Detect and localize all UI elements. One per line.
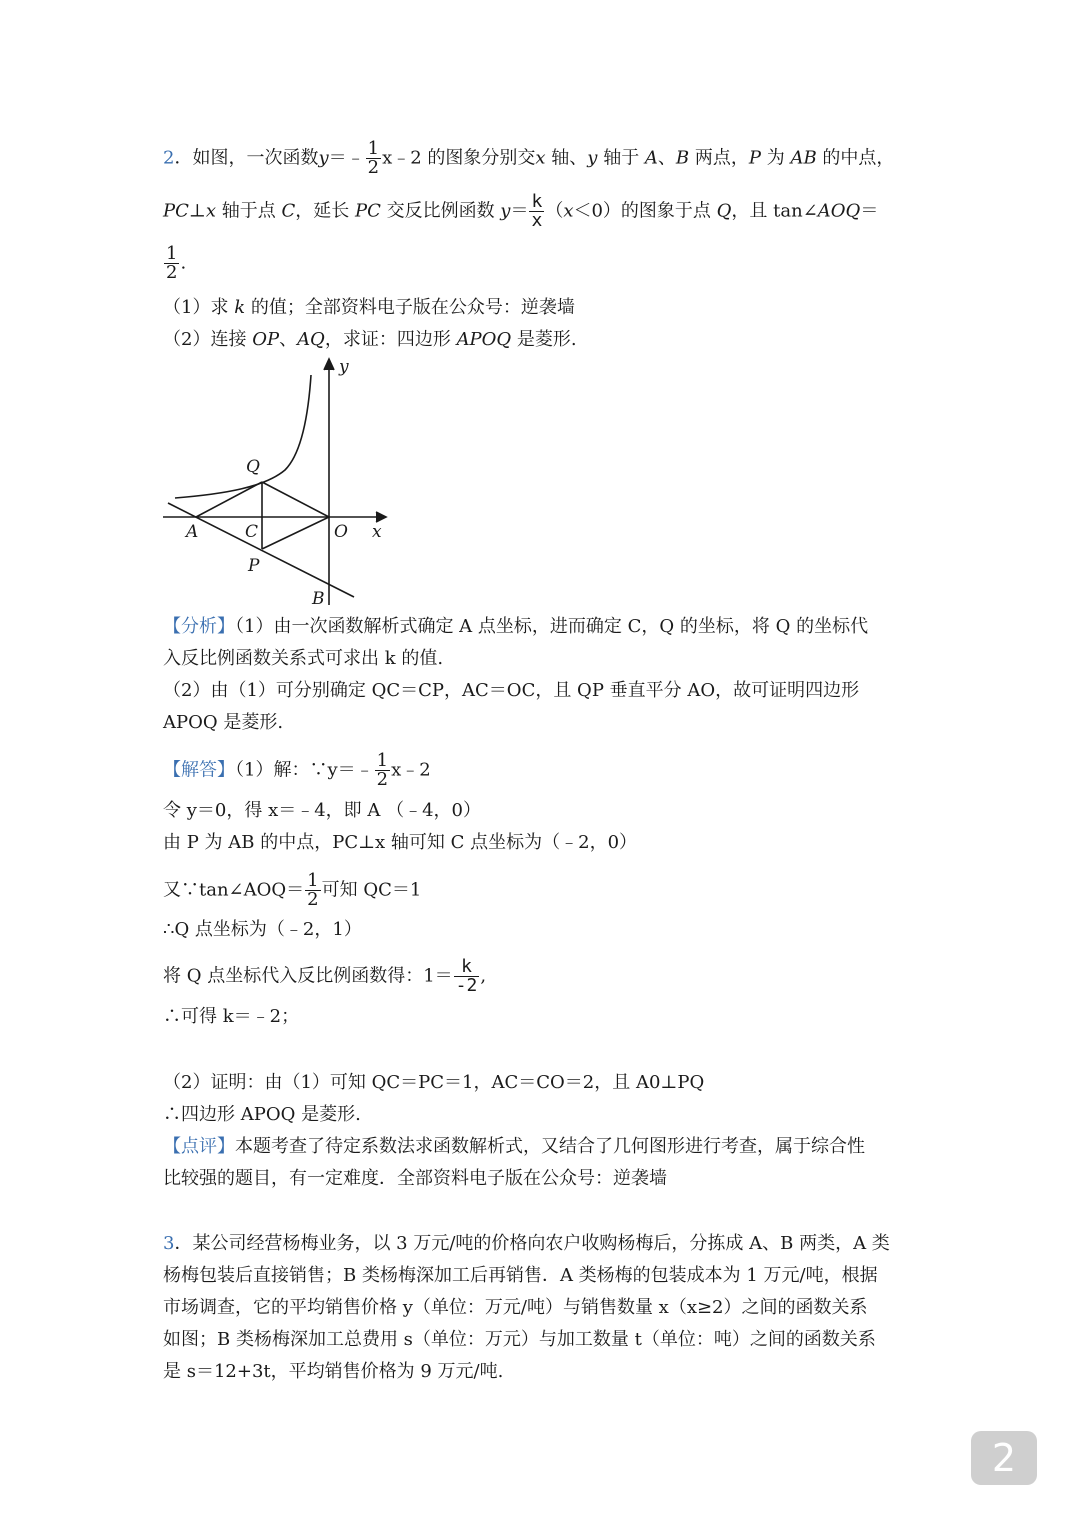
problem2-line1: 2．如图，一次函数y＝﹣ $\frac{1}{2}$ x﹣2 的图象分别交x 轴、y 轴于 A、B 两点，P 为 AB 的中点， <box>163 138 895 178</box>
problem-number: 2 <box>163 147 175 169</box>
label-q: Q <box>246 457 260 477</box>
label-b: B <box>312 589 325 609</box>
comment-tag: 【点评】 <box>163 1136 235 1157</box>
problem3-line1: 3．某公司经营杨梅业务，以 3 万元/吨的价格向农户收购杨梅后，分拣成 A、B 两类，A 类 <box>163 1233 890 1254</box>
fraction-half: $\frac{1}{2}$ <box>166 243 178 283</box>
solution-line6: 将 Q 点坐标代入反比例函数得：1＝ $\frac{k}{-2}$ , <box>163 956 487 996</box>
hyperbola-curve <box>175 375 311 498</box>
label-p: P <box>248 556 260 576</box>
page-number-badge: 2 <box>971 1431 1037 1485</box>
problem3-line3: 市场调查，它的平均销售价格 y（单位：万元/吨）与销售数量 x（x≥2）之间的函数关系 <box>163 1297 868 1318</box>
label-o: O <box>334 522 348 542</box>
segment-op <box>262 517 329 549</box>
solution-line1: 【解答】（1）解：∵y＝﹣ $\frac{1}{2}$ x﹣2 <box>163 750 431 790</box>
label-a: A <box>186 522 199 542</box>
solution-tag: 【解答】 <box>163 759 235 781</box>
comment-line1: 【点评】本题考查了待定系数法求函数解析式，又结合了几何图形进行考查，属于综合性 <box>163 1136 865 1157</box>
solution-line5: ∴Q 点坐标为（﹣2，1） <box>163 919 362 940</box>
fraction-k-over-minus2: $\frac{k}{-2}$ <box>455 956 478 996</box>
geometry-figure <box>155 355 400 610</box>
analysis-line3: （2）由（1）可分别确定 QC＝CP，AC＝OC，且 QP 垂直平分 AO，故可证明四边形 <box>163 680 860 701</box>
fraction-half: $\frac{1}{2}$ <box>376 750 389 790</box>
analysis-line4: APOQ 是菱形. <box>163 712 284 733</box>
solution-line7: ∴可得 k＝﹣2； <box>163 1006 300 1027</box>
problem3-line2: 杨梅包装后直接销售；B 类杨梅深加工后再销售．A 类杨梅的包装成本为 1 万元/吨，根据 <box>163 1265 878 1286</box>
problem3-line4: 如图；B 类杨梅深加工总费用 s（单位：万元）与加工数量 t（单位：吨）之间的函数关系 <box>163 1329 876 1350</box>
label-c: C <box>245 522 259 542</box>
comment-line2: 比较强的题目，有一定难度．全部资料电子版在公众号：逆袭墙 <box>163 1168 667 1189</box>
problem2-line3: $\frac{1}{2}$ . <box>166 243 187 283</box>
solution-line9: ∴四边形 APOQ 是菱形. <box>163 1104 361 1125</box>
fraction-half: $\frac{1}{2}$ <box>367 138 380 178</box>
segment-qo <box>262 482 329 517</box>
solution-line2: 令 y＝0，得 x＝﹣4，即 A （﹣4，0） <box>163 800 482 821</box>
y-axis-arrow <box>324 359 334 370</box>
analysis-line1: 【分析】（1）由一次函数解析式确定 A 点坐标，进而确定 C，Q 的坐标，将 Q 的坐标代 <box>163 616 869 637</box>
problem2-line2: PC⊥x 轴于点 C，延长 PC 交反比例函数 y＝ $\frac{k}{x}$ （x＜0）的图象于点 Q，且 tan∠AOQ＝ <box>163 191 879 231</box>
problem3-line5: 是 s＝12+3t，平均销售价格为 9 万元/吨. <box>163 1361 504 1382</box>
solution-line3: 由 P 为 AB 的中点，PC⊥x 轴可知 C 点坐标为（﹣2，0） <box>163 832 638 853</box>
label-x: x <box>372 522 382 542</box>
label-y: y <box>339 357 349 377</box>
fraction-half: $\frac{1}{2}$ <box>307 870 319 910</box>
x-axis-arrow <box>376 512 386 522</box>
segment-aq <box>196 482 262 517</box>
solution-line4: 又∵tan∠AOQ＝ $\frac{1}{2}$ 可知 QC＝1 <box>163 870 422 910</box>
fraction-k-over-x: $\frac{k}{x}$ <box>531 191 543 231</box>
analysis-tag: 【分析】 <box>163 616 235 637</box>
question-2: （2）连接 OP、AQ，求证：四边形 APOQ 是菱形. <box>163 329 577 350</box>
solution-line8: （2）证明：由（1）可知 QC＝PC＝1，AC＝CO＝2，且 A0⊥PQ <box>163 1072 705 1093</box>
analysis-line2: 入反比例函数关系式可求出 k 的值. <box>163 648 444 669</box>
problem-number: 3 <box>163 1233 175 1254</box>
question-1: （1）求 k 的值；全部资料电子版在公众号：逆袭墙 <box>163 297 575 318</box>
